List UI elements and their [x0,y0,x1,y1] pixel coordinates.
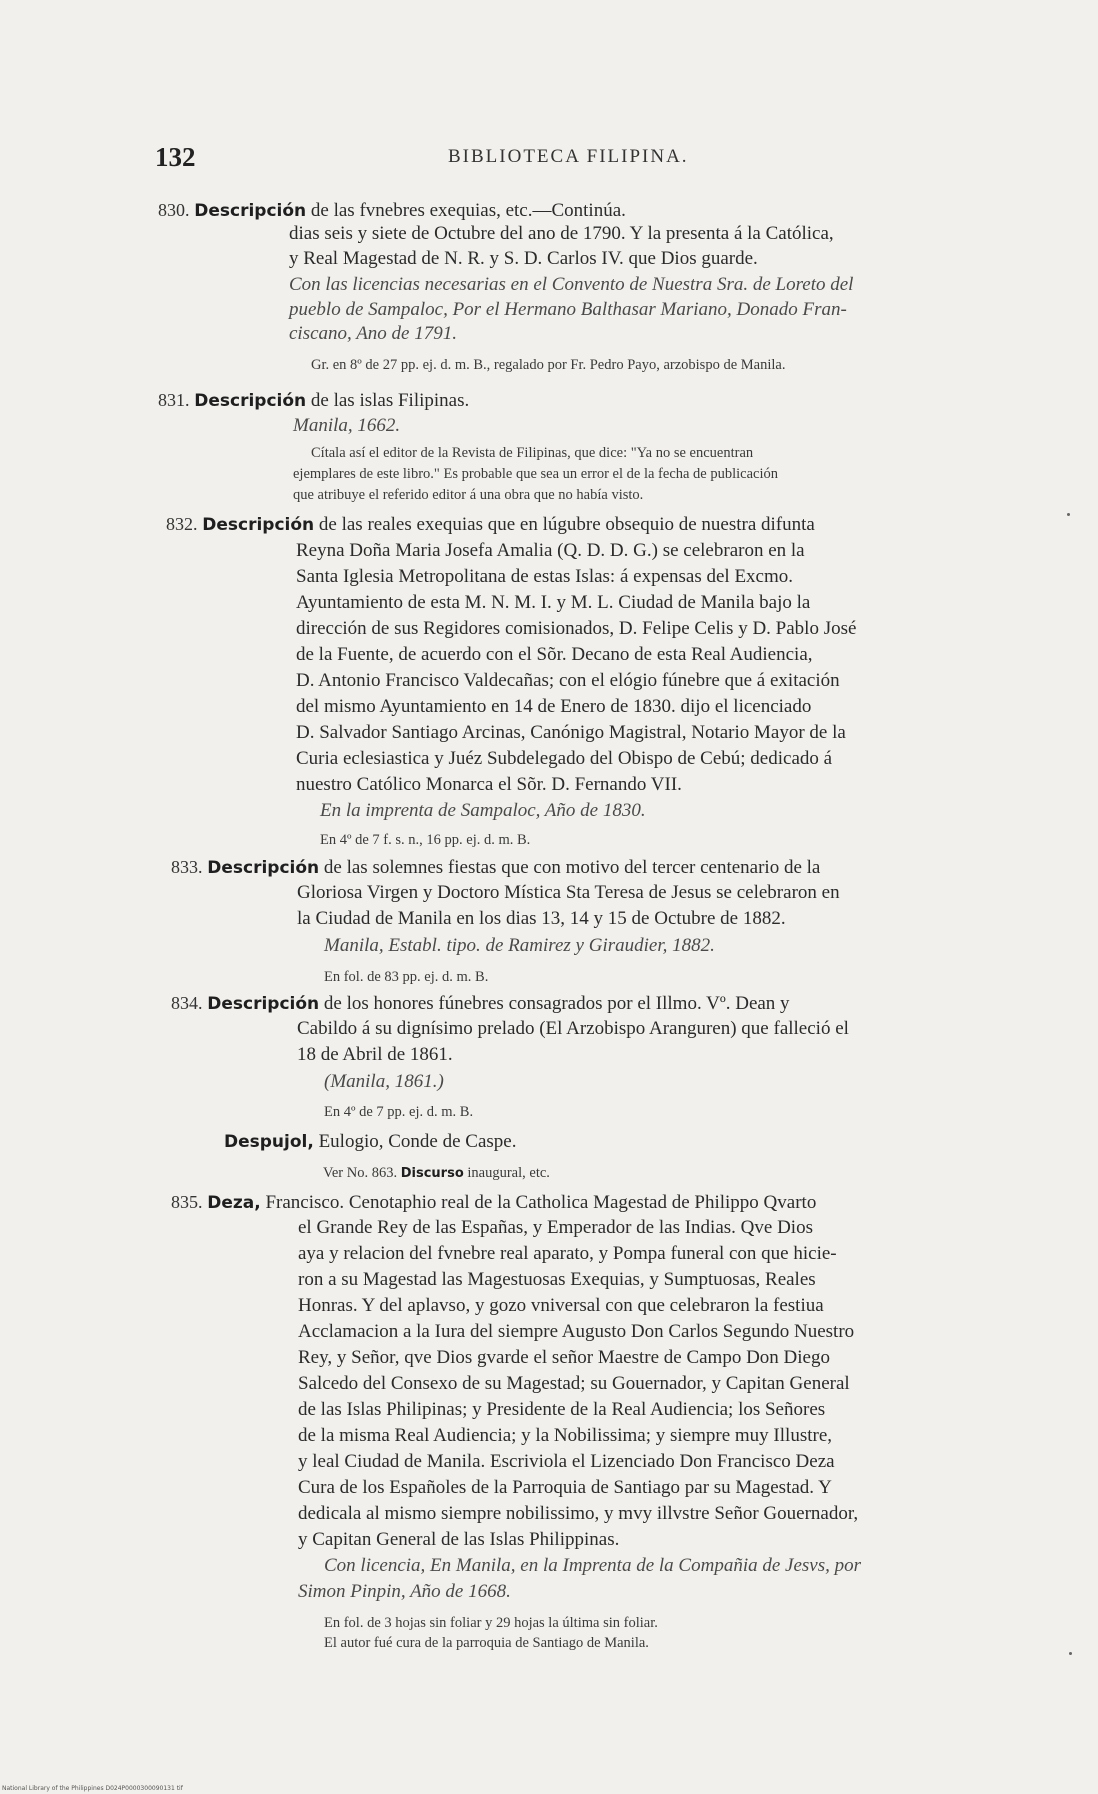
entry-833-first-line [171,855,820,880]
entry-text-line: D. Salvador Santiago Arcinas, Canónigo Magistral, Notario Mayor de la [296,722,846,743]
entry-text: de las fvnebres exequias, etc.—Continúa. [310,200,626,221]
entry-832-first-line [166,512,815,537]
imprint-line: ciscano, Ano de 1791. [289,323,457,344]
entry-text-line: y Real Magestad de N. R. y S. D. Carlos IV. que Dios guarde. [289,248,758,269]
entry-text-line: de la misma Real Audiencia; y la Nobilissima; y siempre muy Illustre, [298,1425,833,1446]
entry-text-line: Santa Iglesia Metropolitana de estas Islas: á expensas del Excmo. [296,566,794,587]
bibliographic-note: En fol. de 3 hojas sin foliar y 29 hojas la última sin foliar. [324,1615,658,1631]
bibliographic-note: En fol. de 83 pp. ej. d. m. B. [324,969,489,985]
entry-text-line: nuestro Católico Monarca el Sõr. D. Fernando VII. [296,774,682,795]
entry-text-line: la Ciudad de Manila en los dias 13, 14 y 15 de Octubre de 1882. [297,908,786,929]
cross-reference-title: Discurso [400,1166,464,1181]
entry-heading: Descripción [194,391,307,411]
entry-835-first-line [171,1190,816,1215]
entry-831-first-line [158,388,469,413]
entry-number: 835. [171,1192,203,1212]
entry-text-line: aya y relacion del fvnebre real aparato, y Pompa funeral con que hicie- [298,1243,837,1264]
entry-number: 831. [158,390,190,410]
entry-834-first-line [171,991,790,1016]
scan-credit: National Library of the Philippines D024P0000300090131 tif [2,1785,183,1792]
imprint-line: (Manila, 1861.) [324,1071,444,1092]
bibliographic-note: El autor fué cura de la parroquia de Santiago de Manila. [324,1635,649,1651]
entry-number: 832. [166,514,198,534]
entry-number: 834. [171,993,203,1013]
entry-text-line: 18 de Abril de 1861. [297,1044,453,1065]
bibliographic-note: En 4º de 7 pp. ej. d. m. B. [324,1104,474,1120]
entry-text-line: Cabildo á su dignísimo prelado (El Arzobispo Aranguren) que falleció el [297,1018,849,1039]
imprint-line: En la imprenta de Sampaloc, Año de 1830. [320,800,646,821]
entry-text-line: Ayuntamiento de esta M. N. M. I. y M. L. Ciudad de Manila bajo la [296,592,811,613]
entry-text-line: dias seis y siete de Octubre del ano de 1790. Y la presenta á la Católica, [289,223,834,244]
imprint-line: Manila, 1662. [293,415,401,436]
entry-number: 833. [171,857,203,877]
despujol-first-line [224,1130,516,1154]
imprint-line: Con licencia, En Manila, en la Imprenta de la Compañia de Jesvs, por [324,1555,862,1576]
running-title: BIBLIOTECA FILIPINA. [448,146,689,167]
entry-text: de las solemnes fiestas que con motivo del tercer centenario de la [323,857,821,878]
entry-text-line: dirección de sus Regidores comisionados, D. Felipe Celis y D. Pablo José [296,618,857,639]
entry-text-line: del mismo Ayuntamiento en 14 de Enero de 1830. dijo el licenciado [296,696,812,717]
imprint-line: pueblo de Sampaloc, Por el Hermano Balthasar Mariano, Donado Fran- [289,299,847,320]
entry-text-line: Acclamacion a la Iura del siempre Augusto Don Carlos Segundo Nuestro [298,1321,855,1342]
entry-text-line: y leal Ciudad de Manila. Escriviola el Lizenciado Don Francisco Deza [298,1451,835,1472]
imprint-line: Manila, Establ. tipo. de Ramirez y Giraudier, 1882. [324,935,715,956]
entry-text-line: D. Antonio Francisco Valdecañas; con el elógio fúnebre que á exitación [296,670,840,691]
entry-text-line: Gloriosa Virgen y Doctoro Mística Sta Teresa de Jesus se celebraron en [297,882,840,903]
entry-text: de las islas Filipinas. [310,390,470,411]
cross-reference [323,1161,550,1186]
cross-reference-rest: inaugural, etc. [467,1165,550,1181]
entry-text-line: ron a su Magestad las Magestuosas Exequias, y Sumptuosas, Reales [298,1269,816,1290]
page-header [155,142,1025,182]
entry-text-line: Rey, y Señor, qve Dios gvarde el señor Maestre de Campo Don Diego [298,1347,830,1368]
entry-text-line: de las Islas Philipinas; y Presidente de la Real Audiencia; los Señores [298,1399,826,1420]
entry-text-line: Curia eclesiastica y Juéz Subdelegado del Obispo de Cebú; dedicado á [296,748,833,769]
imprint-line: Simon Pinpin, Año de 1668. [298,1581,511,1602]
cross-reference-prefix: Ver No. 863. [323,1165,398,1181]
entry-text-line: Honras. Y del aplavso, y gozo vniversal con que celebraron la festiua [298,1295,824,1316]
bibliographic-note: que atribuye el referido editor á una obra que no había visto. [293,487,644,503]
page-number: 132 [155,142,196,172]
entry-heading: Descripción [202,515,315,535]
entry-text-line: Reyna Doña Maria Josefa Amalia (Q. D. D. G.) se celebraron en la [296,540,805,561]
imprint-line: Con las licencias necesarias en el Convento de Nuestra Sra. de Loreto del [289,274,854,295]
entry-text-line: el Grande Rey de las Españas, y Emperador de las Indias. Qve Dios [298,1217,813,1238]
entry-830-first-line [158,198,626,223]
entry-text-line: de la Fuente, de acuerdo con el Sõr. Decano de esta Real Audiencia, [296,644,813,665]
entry-number: 830. [158,200,190,220]
bibliographic-note: En 4º de 7 f. s. n., 16 pp. ej. d. m. B. [320,832,531,848]
paper-speck [1069,1652,1072,1655]
entry-text-line: Salcedo del Consexo de su Magestad; su Gouernador, y Capitan General [298,1373,850,1394]
entry-heading: Descripción [194,201,307,221]
entry-text-line: y Capitan General de las Islas Philippinas. [298,1529,620,1550]
entry-heading: Descripción [207,858,320,878]
entry-text: de las reales exequias que en lúgubre obsequio de nuestra difunta [318,514,815,535]
bibliographic-note: ejemplares de este libro." Es probable que sea un error el de la fecha de publicación [293,466,779,482]
entry-text-line: dedicala al mismo siempre nobilissimo, y mvy illvstre Señor Gouernador, [298,1503,859,1524]
entry-heading: Deza, [207,1193,261,1213]
bibliographic-note: Cítala así el editor de la Revista de Filipinas, que dice: "Ya no se encuentran [311,445,754,461]
entry-text: de los honores fúnebres consagrados por el Illmo. Vº. Dean y [323,993,790,1014]
bibliographic-note: Gr. en 8º de 27 pp. ej. d. m. B., regalado por Fr. Pedro Payo, arzobispo de Manila. [311,357,786,373]
entry-text: Eulogio, Conde de Caspe. [318,1131,517,1152]
entry-text-line: Cura de los Españoles de la Parroquia de Santiago par su Magestad. Y [298,1477,832,1498]
paper-speck [1067,513,1070,516]
entry-text: Francisco. Cenotaphio real de la Catholica Magestad de Philippo Qvarto [265,1192,817,1213]
entry-heading: Descripción [207,994,320,1014]
entry-heading: Despujol, [224,1132,314,1152]
